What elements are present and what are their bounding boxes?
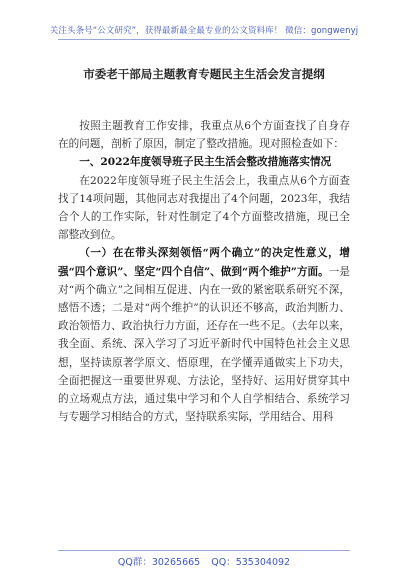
- subsection-1-paragraph: [58, 244, 350, 426]
- section-1-paragraph: 在2022年度领导班子民主生活会上，我重点从6个方面查找了14项问题，其他同志对我提出了4个问题，2023年，我结合个人的工作实际，针对性制定了4个方面整改措施，现已全部整改到位。: [58, 174, 350, 242]
- section-heading-1: 一、2022年度领导班子民主生活会整改措施落实情况: [79, 156, 332, 169]
- footer-qq-group: QQ群：30265665: [117, 557, 201, 568]
- subsection-1-body: 一是对“两个确立”之间相互促进、内在一致的紧密联系研究不深，感悟不透；二是对“两个维护”的认识还不够高，政治判断力、政治领悟力、政治执行力方面，还存在一些不足。（去年以来，我全面、系统、深入学习了习近平新时代中国特色社会主义思想，坚持读原著学原文、悟原理，在学懂弄通做实上下功夫，全面把握这一重要世界观、方法论，坚持好、运用好贯穿其中的立场观点方法，通过集中学习和个人自学相结合、系统学习与专题学习相结合的方式，坚持联系实际，学用结合、用科: [58, 265, 351, 424]
- document-title: 市委老干部局主题教育专题民主生活会发言提纲: [83, 67, 325, 81]
- footer-divider: [58, 550, 350, 551]
- header-notice: 关注头条号“公文研究”，获得最新最全最专业的公文资料库！ 微信：gongwenyj: [49, 26, 359, 36]
- intro-paragraph: 按照主题教育工作安排，我重点从6个方面查找了自身存在的问题，剖析了原因，制定了整改措施。现对照检查如下：: [58, 120, 350, 151]
- document-body: [58, 117, 350, 426]
- subsection-heading-1: （一）在在带头深刻领悟“两个确立”的决定性意义，增强“四个意识”、坚定“四个自信”、做到“两个维护”方面。: [58, 247, 350, 278]
- footer-contact: [0, 554, 408, 568]
- header-divider: [58, 39, 350, 40]
- footer-qq: QQ：535304092: [211, 557, 291, 568]
